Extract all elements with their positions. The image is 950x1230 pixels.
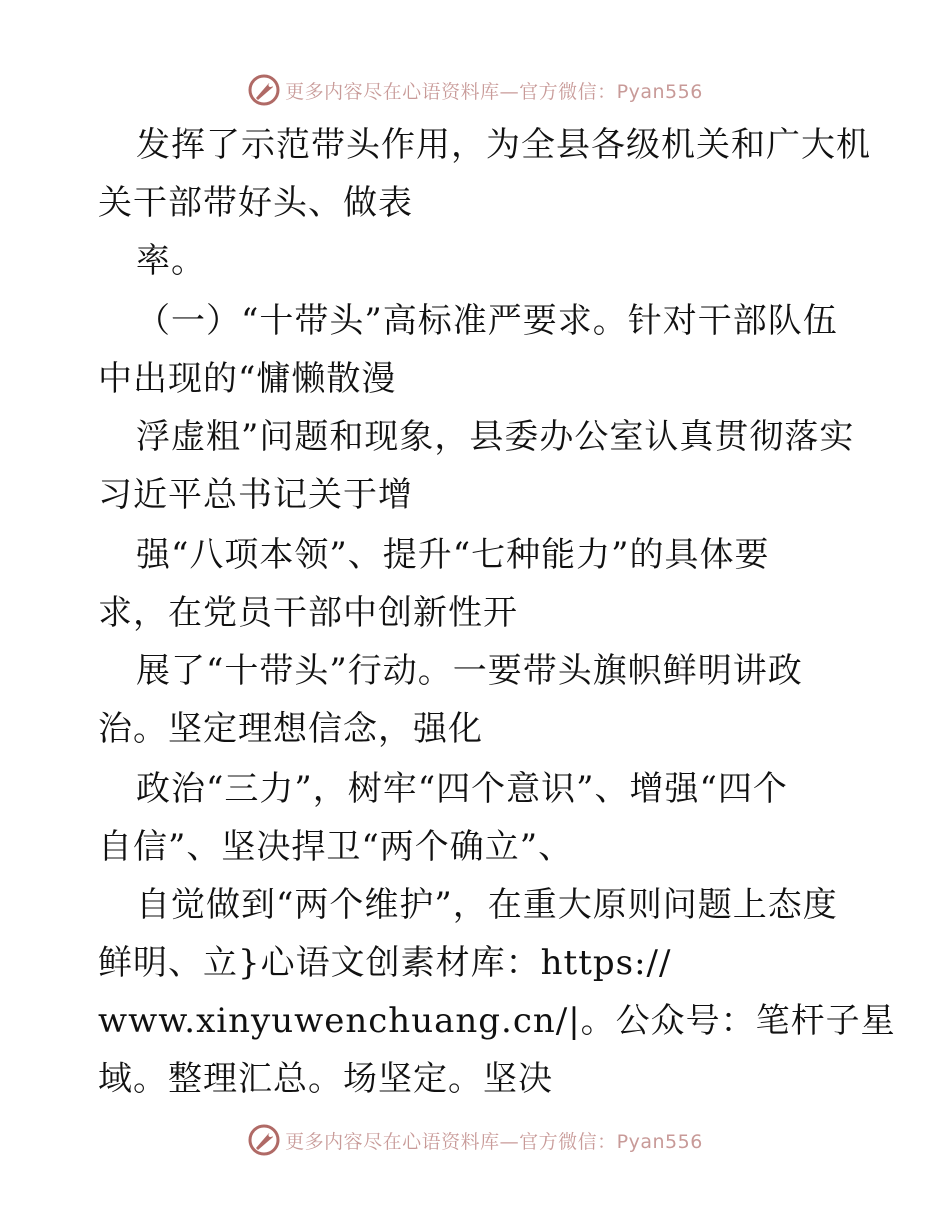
body-line: 政治“三力”，树牢“四个意识”、增强“四个 xyxy=(136,769,788,809)
body-line: 发挥了示范带头作用，为全县各级机关和广大机 xyxy=(136,125,871,165)
body-line: 域。整理汇总。场坚定。坚决 xyxy=(98,1059,553,1099)
body-line: 自信”、坚决捍卫“两个确立”、 xyxy=(98,827,574,867)
header-watermark xyxy=(0,70,950,110)
body-line: 求，在党员干部中创新性开 xyxy=(98,593,518,633)
body-line: 中出现的“慵懒散漫 xyxy=(98,359,397,399)
body-line: 自觉做到“两个维护”，在重大原则问题上态度 xyxy=(136,885,838,925)
pen-nib-circle-icon xyxy=(247,73,281,107)
pen-nib-circle-icon xyxy=(247,1123,281,1157)
body-line: （一）“十带头”高标准严要求。针对干部队伍 xyxy=(136,301,838,341)
body-line: www.xinyuwenchuang.cn/|。公众号：笔杆子星 xyxy=(98,1001,896,1041)
body-line: 治。坚定理想信念，强化 xyxy=(98,709,483,749)
body-line: 强“八项本领”、提升“七种能力”的具体要 xyxy=(136,535,770,575)
body-line: 关干部带好头、做表 xyxy=(98,183,413,223)
footer-watermark xyxy=(0,1120,950,1160)
body-line: 展了“十带头”行动。一要带头旗帜鲜明讲政 xyxy=(136,651,803,691)
body-line: 率。 xyxy=(136,241,206,281)
body-line: 习近平总书记关于增 xyxy=(98,475,413,515)
watermark-text: 更多内容尽在心语资料库—官方微信：Pyan556 xyxy=(285,80,703,103)
body-line: 鲜明、立}心语文创素材库：https:// xyxy=(98,943,672,983)
watermark-text: 更多内容尽在心语资料库—官方微信：Pyan556 xyxy=(285,1130,703,1153)
body-line: 浮虚粗”问题和现象，县委办公室认真贯彻落实 xyxy=(136,417,855,457)
